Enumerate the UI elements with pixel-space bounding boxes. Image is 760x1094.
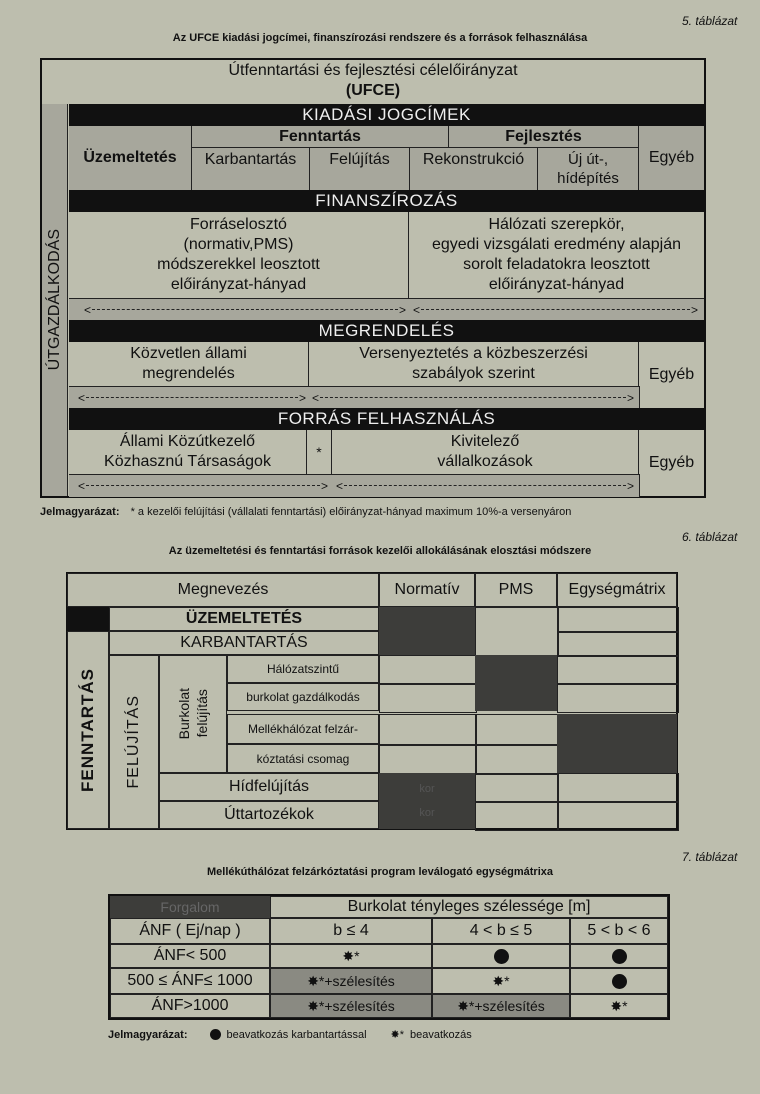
uj-ut-line2: hídépítés <box>557 170 619 187</box>
t6-burkolat-line2: felújítás <box>194 689 210 739</box>
cell-rekonstrukcio: Rekonstrukció <box>410 148 538 190</box>
fin-right-line3: sorolt feladatokra leosztott <box>463 256 650 273</box>
t7-r2c1: ✸*+szélesítés <box>270 968 432 994</box>
t7-r3c2: ✸*+szélesítés <box>432 994 570 1018</box>
fin-right <box>409 212 704 298</box>
t7-forgalom: Forgalom <box>110 896 270 918</box>
fin-right-line4: előirányzat-hányad <box>488 276 625 293</box>
bar-kiadasi: KIADÁSI JOGCÍMEK <box>69 104 704 126</box>
t6-halozat2: burkolat gazdálkodás <box>227 683 379 711</box>
t6-em-empty-3 <box>557 773 679 803</box>
t6-felujitas <box>109 655 159 829</box>
t7-row1: ÁNF< 500 <box>110 944 270 968</box>
t6-em-empty-2 <box>557 631 679 657</box>
t7-r1c3 <box>570 944 668 968</box>
t6-uttart: Úttartozékok <box>159 801 379 829</box>
fin-right-line2: egyedi vizsgálati eredmény alapján <box>431 236 682 253</box>
meg-egyeb: Egyéb <box>648 366 695 383</box>
t7-r2c2: ✸* <box>432 968 570 994</box>
cell-uj-ut <box>538 148 639 190</box>
t7-r1c1: ✸* <box>270 944 432 968</box>
for-star: * <box>307 430 332 474</box>
fin-left-line1: Forráselosztó <box>190 216 287 233</box>
t6-em-empty-h1 <box>557 655 679 685</box>
t6-black-corner <box>67 607 109 631</box>
t6-em-dark <box>557 714 677 773</box>
cell-felujitas: Felújítás <box>310 148 410 190</box>
meg-left-line1: Közvetlen állami <box>130 345 247 362</box>
t7-legend-label: Jelmagyarázat: <box>108 1028 188 1041</box>
t6-normativ-dark-2 <box>379 773 475 829</box>
table5-caption: Az UFCE kiadási jogcímei, finanszírozási rendszere és a források felhasználása <box>172 32 588 44</box>
t6-norm-empty-m2 <box>379 744 477 775</box>
t6-kor-2: kor <box>419 807 435 819</box>
t6-norm-empty-h2 <box>379 683 477 713</box>
bar-megrendeles: MEGRENDELÉS <box>69 320 704 342</box>
dot-icon <box>210 1029 221 1040</box>
side-label: ÚTGAZDÁLKODÁS <box>45 229 63 371</box>
meg-mid <box>309 342 639 386</box>
meg-left-line2: megrendelés <box>142 365 235 382</box>
t6-pms-empty-4 <box>475 801 559 831</box>
meg-mid-line2: szabályok szerint <box>412 365 535 382</box>
cell-fenntartas: Fenntartás <box>192 126 449 148</box>
cell-fejlesztes: Fejlesztés <box>449 126 639 148</box>
t6-fenntartas <box>67 631 109 829</box>
bar-finanszirozas: FINANSZÍROZÁS <box>69 190 704 212</box>
t7-col3: 5 < b < 6 <box>570 918 668 944</box>
t6-pms-empty-1 <box>475 607 559 657</box>
t6-kor-1: kor <box>419 783 435 795</box>
t7-legend-star: beavatkozás <box>410 1028 472 1041</box>
cell-egyeb-kiadasi: Egyéb <box>639 126 704 190</box>
table6-label: 6. táblázat <box>682 530 738 544</box>
t6-uzemeltetes: ÜZEMELTETÉS <box>109 607 379 631</box>
table7-caption: Mellékúthálózat felzárkóztatási program leválogató egységmátrixa <box>206 866 553 878</box>
t6-megnevezes: Megnevezés <box>67 573 379 607</box>
t7-r3c1: ✸*+szélesítés <box>270 994 432 1018</box>
t7-r1c2 <box>432 944 570 968</box>
fin-left <box>69 212 409 298</box>
meg-left <box>69 342 309 386</box>
t7-row2: 500 ≤ ÁNF≤ 1000 <box>110 968 270 994</box>
for-mid <box>332 430 639 474</box>
t6-karbantartas: KARBANTARTÁS <box>109 631 379 655</box>
for-mid-line2: vállalkozások <box>437 453 533 470</box>
table5-label: 5. táblázat <box>682 14 738 28</box>
fin-left-line4: előirányzat-hányad <box>170 276 307 293</box>
t7-anf: ÁNF ( Ej/nap ) <box>110 918 270 944</box>
t6-pms: PMS <box>475 573 557 607</box>
t6-pms-dark <box>475 655 557 711</box>
t6-norm-empty-h1 <box>379 655 477 685</box>
dot-icon <box>612 949 627 964</box>
for-left <box>69 430 307 474</box>
side-column <box>42 104 68 496</box>
for-mid-line1: Kivitelező <box>450 433 520 450</box>
t6-burkolat-line1: Burkolat <box>176 688 192 740</box>
t6-normativ: Normatív <box>379 573 475 607</box>
fin-right-arrow: < > <box>413 303 698 317</box>
t6-norm-empty-m1 <box>379 714 477 746</box>
for-left-line1: Állami Közútkezelő <box>119 433 256 450</box>
t6-pms-empty-3 <box>475 773 559 803</box>
meg-mid-line1: Versenyeztetés a közbeszerzési <box>359 345 588 362</box>
t6-halozat1: Hálózatszintű <box>227 655 379 683</box>
t7-row3: ÁNF>1000 <box>110 994 270 1018</box>
t6-burkolat <box>159 655 227 773</box>
t6-fenntartas-label: FENNTARTÁS <box>78 668 97 792</box>
t6-em-empty-4 <box>557 801 679 831</box>
t6-em-empty-h2 <box>557 683 679 713</box>
table5-legend <box>40 506 571 518</box>
t6-mellek1: Mellékhálózat felzár- <box>227 714 379 744</box>
table6-caption: Az üzemeltetési és fenntartási források kezelői allokálásának elosztási módszere <box>168 545 592 557</box>
for-mid-arrow: < > <box>336 479 634 493</box>
fin-right-line1: Hálózati szerepkör, <box>488 216 625 233</box>
header-abbr: (UFCE) <box>345 82 401 99</box>
t7-col2: 4 < b ≤ 5 <box>432 918 570 944</box>
legend-star: * <box>130 506 135 518</box>
header-title: Útfenntartási és fejlesztési célelőirányzat <box>228 62 518 79</box>
t7-legend-dot: beavatkozás karbantartással <box>226 1028 367 1041</box>
t7-burkolat: Burkolat tényleges szélessége [m] <box>270 896 668 918</box>
t7-col1: b ≤ 4 <box>270 918 432 944</box>
t6-pms-empty-m1 <box>475 714 559 746</box>
t6-burkolat-label <box>175 688 211 739</box>
for-left-line2: Közhasznú Társaságok <box>104 453 271 470</box>
dot-icon <box>494 949 509 964</box>
t7-r3c3: ✸* <box>570 994 668 1018</box>
t6-egysegmatrix: Egységmátrix <box>557 573 677 607</box>
fin-left-line3: módszerekkel leosztott <box>157 256 320 273</box>
for-egyeb: Egyéb <box>648 454 695 471</box>
meg-left-arrow: < > <box>78 391 306 405</box>
t6-normativ-dark-1 <box>379 607 475 655</box>
table7-label: 7. táblázat <box>682 850 738 864</box>
t6-pms-empty-m2 <box>475 744 559 775</box>
t6-mellek2: kóztatási csomag <box>227 744 379 773</box>
t6-em-empty-1 <box>557 607 679 633</box>
dot-icon <box>612 974 627 989</box>
cell-karbantartas: Karbantartás <box>192 148 310 190</box>
meg-mid-arrow: < > <box>312 391 634 405</box>
table5-header <box>42 60 704 102</box>
legend-label: Jelmagyarázat: <box>40 506 120 518</box>
legend-text: a kezelői felújítási (vállalati fenntartási) előirányzat-hányad maximum 10%-a versenyáron <box>137 506 572 518</box>
uj-ut-line1: Új út-, <box>567 151 608 168</box>
t7-r2c3 <box>570 968 668 994</box>
fin-left-arrow: < > <box>84 303 406 317</box>
t6-hid: Hídfelújítás <box>159 773 379 801</box>
for-left-arrow: < > <box>78 479 328 493</box>
t7-legend-star-sym: ✸* <box>390 1029 405 1041</box>
cell-uzemeltetes: Üzemeltetés <box>69 126 192 190</box>
bar-forras: FORRÁS FELHASZNÁLÁS <box>69 408 704 430</box>
table7-legend <box>108 1028 472 1041</box>
t6-felujitas-label: FELÚJÍTÁS <box>125 695 142 789</box>
fin-left-line2: (normativ,PMS) <box>183 236 294 253</box>
